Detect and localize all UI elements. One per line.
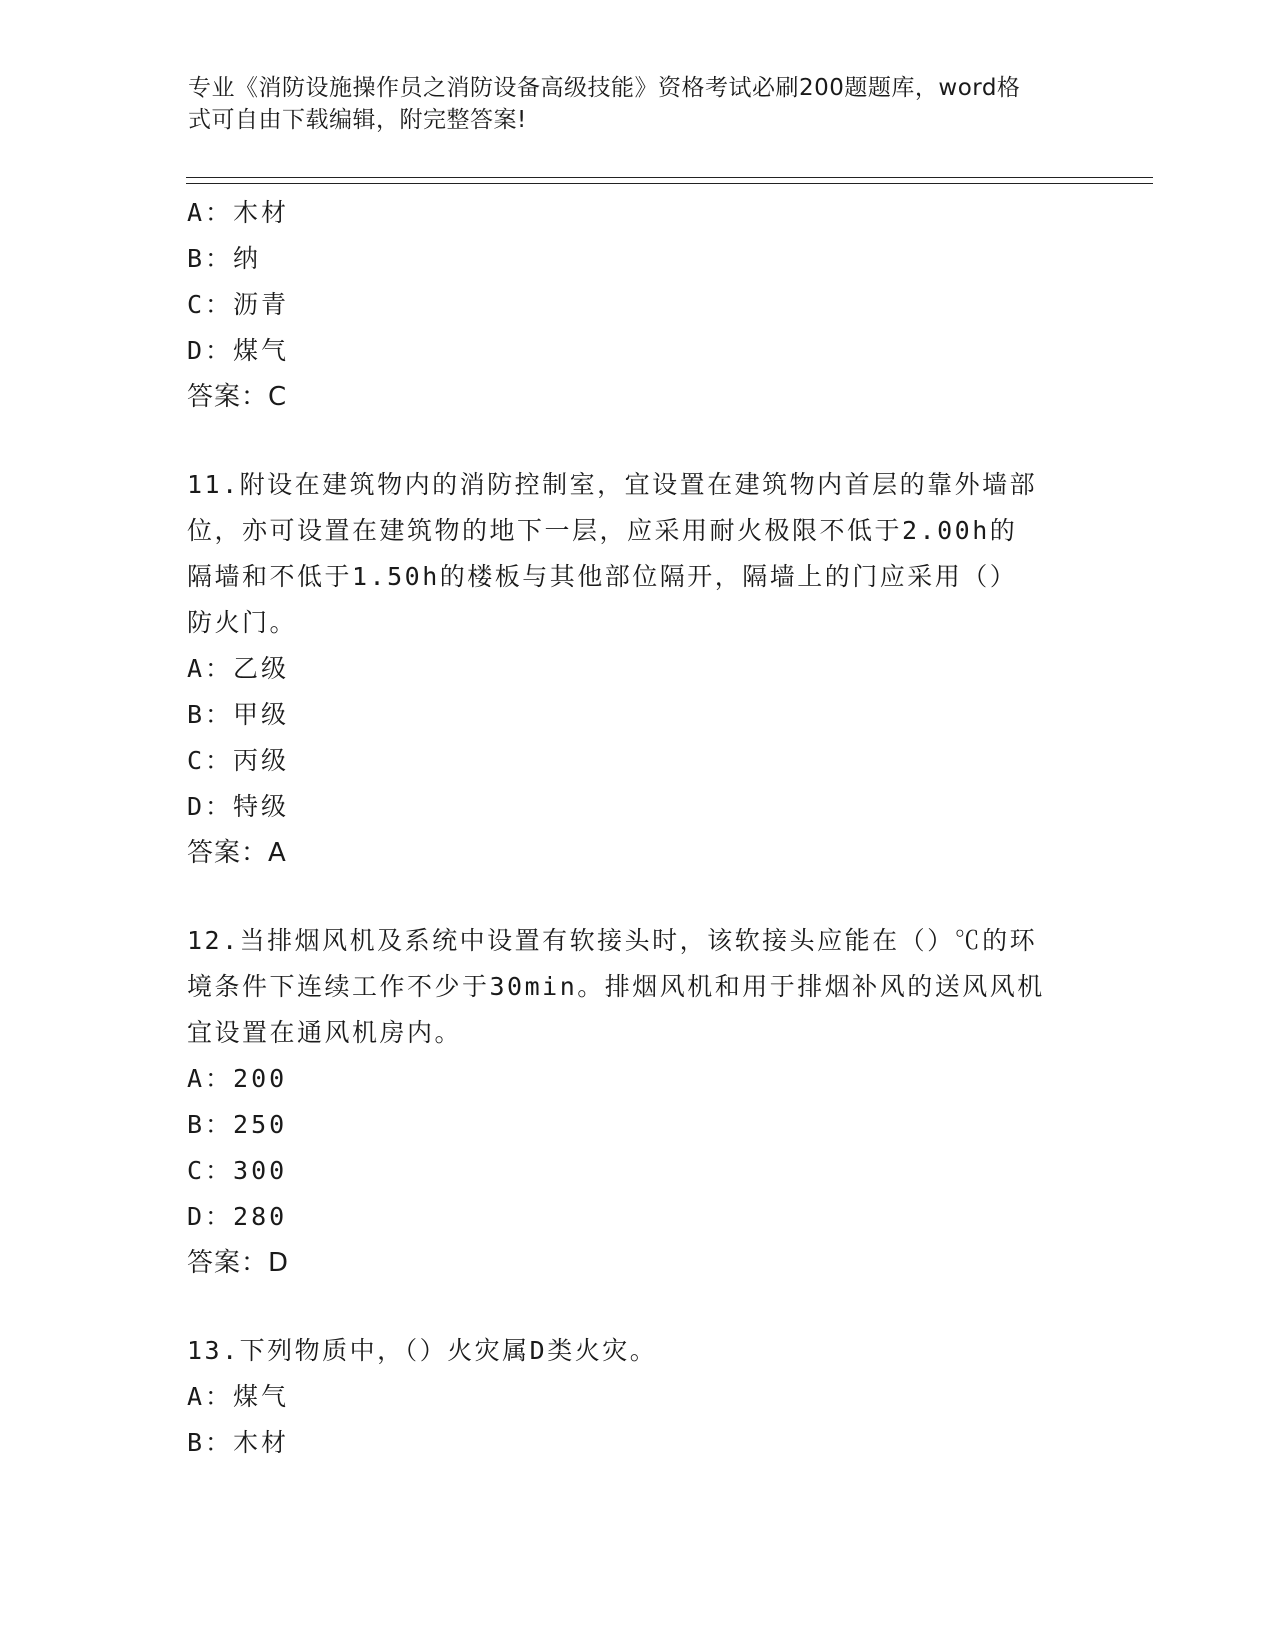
question-text — [187, 918, 1087, 1056]
option-c: C：丙级 — [187, 746, 290, 775]
question-text-line: 11.附设在建筑物内的消防控制室，宜设置在建筑物内首层的靠外墙部 — [187, 470, 1038, 499]
question-13 — [187, 1328, 1087, 1466]
question-text-line: 位，亦可设置在建筑物的地下一层，应采用耐火极限不低于2.00h的 — [187, 516, 1018, 545]
question-text-line: 境条件下连续工作不少于30min。排烟风机和用于排烟补风的送风风机 — [187, 972, 1045, 1001]
option-d: D：280 — [187, 1202, 288, 1231]
header-divider-top — [186, 177, 1153, 178]
answer-line: 答案：C — [187, 382, 288, 412]
header-divider-bottom — [186, 183, 1153, 184]
option-c: C：300 — [187, 1156, 288, 1185]
option-a: A：木材 — [187, 198, 290, 227]
question-12 — [187, 918, 1087, 1286]
option-b: B：木材 — [187, 1428, 290, 1457]
answer-line: 答案：D — [187, 1248, 290, 1278]
option-d: D：特级 — [187, 792, 290, 821]
question-text — [187, 1328, 1087, 1374]
question-text-line: 13.下列物质中，（）火灾属D类火灾。 — [187, 1336, 658, 1365]
option-a: A：乙级 — [187, 654, 290, 683]
question-list — [187, 190, 1087, 1466]
question-text — [187, 462, 1087, 646]
option-b: B：甲级 — [187, 700, 290, 729]
option-b: B：250 — [187, 1110, 288, 1139]
option-a: A：煤气 — [187, 1382, 290, 1411]
question-text-line: 隔墙和不低于1.50h的楼板与其他部位隔开，隔墙上的门应采用（） — [187, 562, 1018, 591]
answer-line: 答案：A — [187, 838, 287, 868]
question-text-line: 12.当排烟风机及系统中设置有软接头时，该软接头应能在（）℃的环 — [187, 926, 1038, 955]
option-b: B：纳 — [187, 244, 262, 273]
question-11 — [187, 462, 1087, 876]
question-text-line: 防火门。 — [187, 608, 298, 637]
document-header — [188, 72, 1088, 136]
question-text-line: 宜设置在通风机房内。 — [187, 1018, 463, 1047]
option-d: D：煤气 — [187, 336, 290, 365]
question-10 — [187, 190, 1087, 420]
header-line-1: 专业《消防设施操作员之消防设备高级技能》资格考试必刷200题题库，word格 — [188, 75, 1021, 101]
option-c: C：沥青 — [187, 290, 290, 319]
option-a: A：200 — [187, 1064, 288, 1093]
header-line-2: 式可自由下载编辑，附完整答案! — [188, 107, 527, 133]
